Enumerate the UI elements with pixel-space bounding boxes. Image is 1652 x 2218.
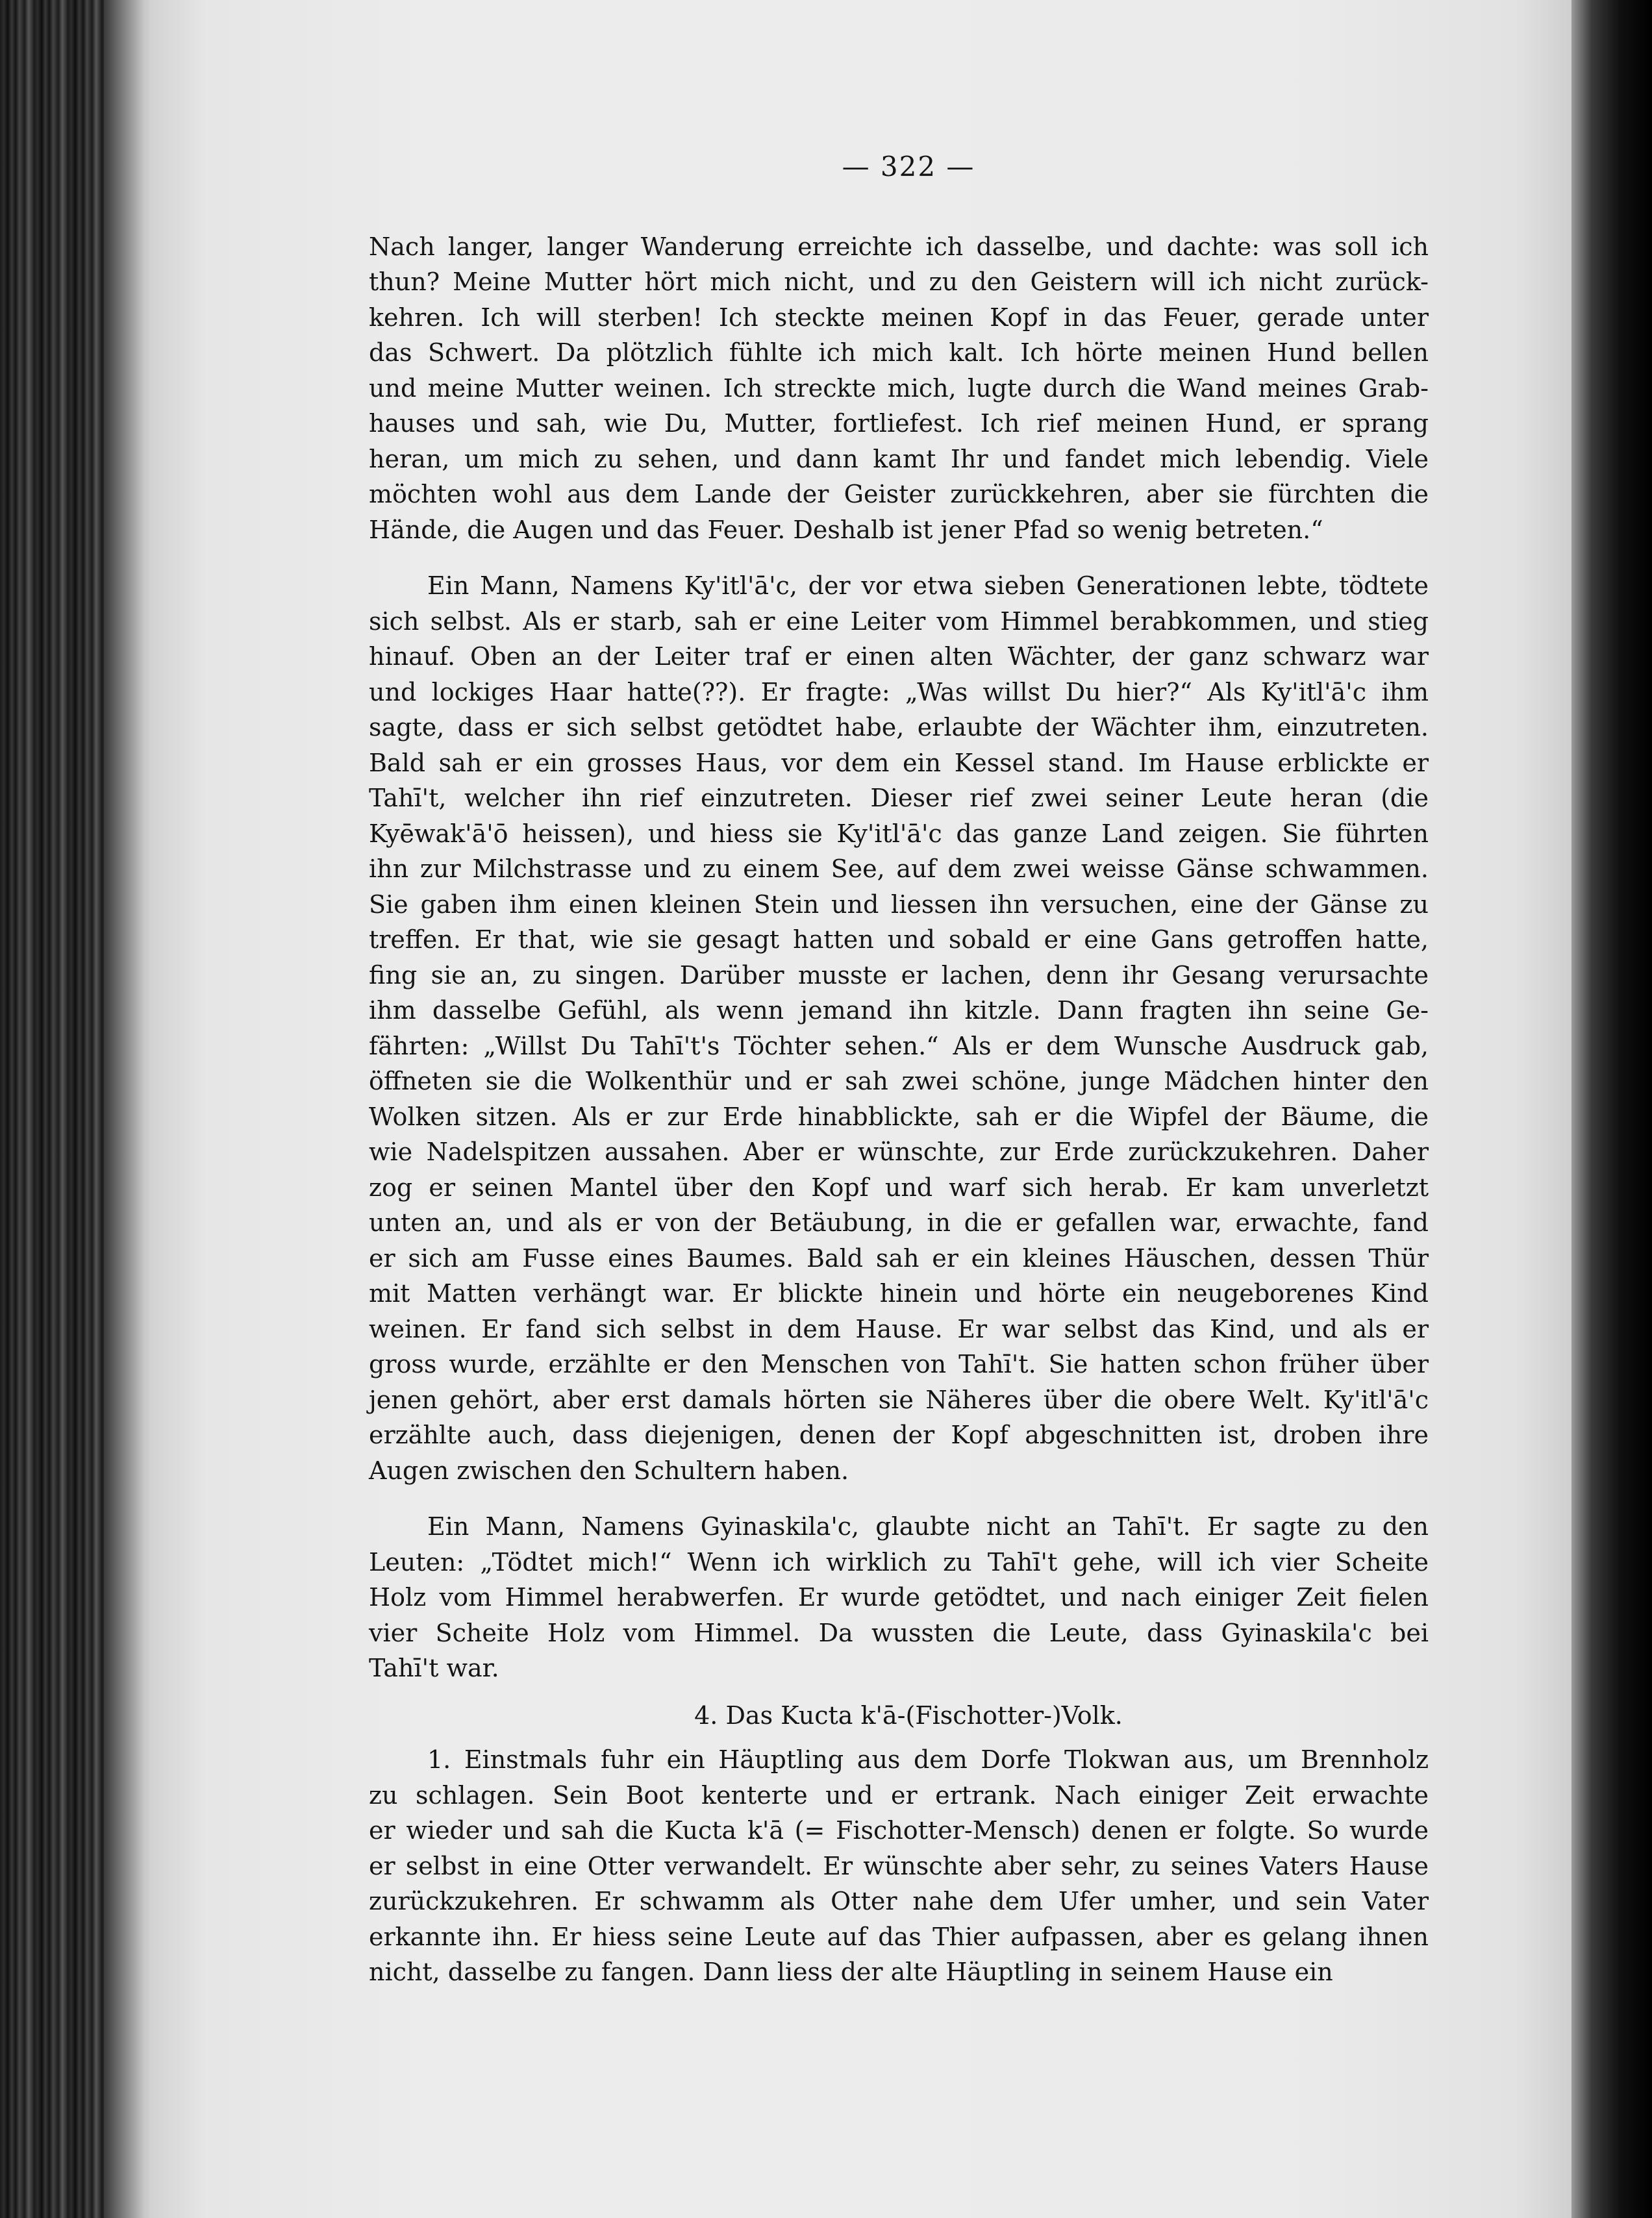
text-line: sagte, dass er sich selbst getödtet habe, erlaubte der Wächter ihm, einzutreten.: [369, 713, 1429, 741]
text-line: Wolken sitzen. Als er zur Erde hinabblickte, sah er die Wipfel der Bäume, die: [369, 1102, 1429, 1131]
paragraph-gap: [369, 1488, 1429, 1509]
text-line: Ein Mann, Namens Ky'itl'ā'c, der vor etwa sieben Generationen lebte, tödtete: [427, 571, 1429, 600]
text-line: 1. Einstmals fuhr ein Häuptling aus dem Dorfe Tlokwan aus, um Brennholz: [427, 1745, 1429, 1774]
text-line: Holz vom Himmel herabwerfen. Er wurde getödtet, und nach einiger Zeit fielen: [369, 1583, 1429, 1612]
text-line: treffen. Er that, wie sie gesagt hatten und sobald er eine Gans getroffen hatte,: [369, 925, 1429, 954]
section-heading: 4. Das Kucta k'ā-(Fischotter-)Volk.: [694, 1701, 1123, 1730]
text-line: Sie gaben ihm einen kleinen Stein und liessen ihn versuchen, eine der Gänse zu: [369, 890, 1429, 919]
text-line: kehren. Ich will sterben! Ich steckte meinen Kopf in das Feuer, gerade unter: [369, 303, 1429, 332]
text-line: und meine Mutter weinen. Ich streckte mich, lugte durch die Wand meines Grab-: [369, 373, 1429, 403]
text-block: [369, 149, 1429, 1990]
text-line: Ein Mann, Namens Gyinaskila'c, glaubte nicht an Tahī't. Er sagte zu den: [427, 1512, 1429, 1541]
text-line: gross wurde, erzählte er den Menschen von Tahī't. Sie hatten schon früher über: [369, 1350, 1429, 1378]
text-line: Tahī't war.: [369, 1654, 499, 1682]
text-line: Tahī't, welcher ihn rief einzutreten. Dieser rief zwei seiner Leute heran (die: [369, 784, 1429, 812]
text-line: zurückzukehren. Er schwamm als Otter nahe dem Ufer umher, und sein Vater: [369, 1887, 1429, 1915]
text-line: nicht, dasselbe zu fangen. Dann liess der alte Häuptling in seinem Hause ein: [369, 1958, 1333, 1986]
section-paragraph: [369, 1742, 1429, 1990]
text-line: er sich am Fusse eines Baumes. Bald sah er ein kleines Häuschen, dessen Thür: [369, 1243, 1429, 1273]
text-line: zog er seinen Mantel über den Kopf und warf sich herab. Er kam unverletzt: [369, 1173, 1429, 1202]
text-line: ihm dasselbe Gefühl, als wenn jemand ihn kitzle. Dann fragten ihn seine Ge-: [369, 996, 1429, 1025]
text-line: vier Scheite Holz vom Himmel. Da wussten die Leute, dass Gyinaskila'c bei: [369, 1618, 1429, 1647]
text-line: er wieder und sah die Kucta k'ā (= Fischotter-Mensch) denen er folgte. So wurde: [369, 1816, 1429, 1845]
page-right-edge: [1571, 0, 1652, 2218]
text-line: und lockiges Haar hatte(??). Er fragte: „Was willst Du hier?“ Als Ky'itl'ā'c ihm: [369, 677, 1429, 706]
text-line: Augen zwischen den Schultern haben.: [369, 1456, 849, 1485]
paragraph-1: [369, 229, 1429, 548]
text-line: zu schlagen. Sein Boot kenterte und er ertrank. Nach einiger Zeit erwachte: [369, 1780, 1429, 1810]
text-line: Nach langer, langer Wanderung erreichte ich dasselbe, und dachte: was soll ich: [369, 232, 1429, 261]
text-line: er selbst in eine Otter verwandelt. Er wünschte aber sehr, zu seines Vaters Hause: [369, 1851, 1429, 1880]
text-line: wie Nadelspitzen aussahen. Aber er wünschte, zur Erde zurückzukehren. Daher: [369, 1138, 1429, 1166]
text-line: erkannte ihn. Er hiess seine Leute auf das Thier aufpassen, aber es gelang ihnen: [369, 1922, 1429, 1951]
text-line: öffneten sie die Wolkenthür und er sah zwei schöne, junge Mädchen hinter den: [369, 1067, 1429, 1095]
text-line: unten an, und als er von der Betäubung, in die er gefallen war, erwachte, fand: [369, 1208, 1429, 1237]
text-line: mit Matten verhängt war. Er blickte hinein und hörte ein neugeborenes Kind: [369, 1279, 1429, 1308]
text-line: sich selbst. Als er starb, sah er eine Leiter vom Himmel berabkommen, und stieg: [369, 606, 1429, 636]
paragraph-gap: [369, 547, 1429, 568]
page-number: — 322 —: [842, 151, 975, 182]
text-line: Bald sah er ein grosses Haus, vor dem ein Kessel stand. Im Hause erblickte er: [369, 748, 1429, 777]
text-line: fing sie an, zu singen. Darüber musste er lachen, denn ihr Gesang verursachte: [369, 960, 1429, 990]
text-line: Leuten: „Tödtet mich!“ Wenn ich wirklich zu Tahī't gehe, will ich vier Scheite: [369, 1547, 1429, 1576]
text-line: das Schwert. Da plötzlich fühlte ich mich kalt. Ich hörte meinen Hund bellen: [369, 338, 1429, 367]
text-line: Hände, die Augen und das Feuer. Deshalb ist jener Pfad so wenig betreten.“: [369, 515, 1323, 544]
text-line: Kyēwak'ā'ō heissen), und hiess sie Ky'itl'ā'c das ganze Land zeigen. Sie führten: [369, 819, 1429, 848]
text-line: heran, um mich zu sehen, und dann kamt Ihr und fandet mich lebendig. Viele: [369, 444, 1429, 473]
text-line: fährten: „Willst Du Tahī't's Töchter sehen.“ Als er dem Wunsche Ausdruck gab,: [369, 1031, 1429, 1060]
text-line: möchten wohl aus dem Lande der Geister zurückkehren, aber sie fürchten die: [369, 480, 1429, 508]
text-line: jenen gehört, aber erst damals hörten sie Näheres über die obere Welt. Ky'itl'ā'c: [369, 1385, 1429, 1414]
text-line: thun? Meine Mutter hört mich nicht, und zu den Geistern will ich nicht zurück-: [369, 268, 1429, 296]
text-line: weinen. Er fand sich selbst in dem Hause. Er war selbst das Kind, und als er: [369, 1314, 1429, 1343]
text-line: erzählte auch, dass diejenigen, denen der Kopf abgeschnitten ist, droben ihre: [369, 1421, 1429, 1449]
paragraph-2: [369, 568, 1429, 1488]
text-line: hauses und sah, wie Du, Mutter, fortliefest. Ich rief meinen Hund, er sprang: [369, 409, 1429, 438]
text-line: ihn zur Milchstrasse und zu einem See, auf dem zwei weisse Gänse schwammen.: [369, 854, 1429, 883]
text-line: hinauf. Oben an der Leiter traf er einen alten Wächter, der ganz schwarz war: [369, 642, 1429, 671]
paragraph-3: [369, 1509, 1429, 1686]
